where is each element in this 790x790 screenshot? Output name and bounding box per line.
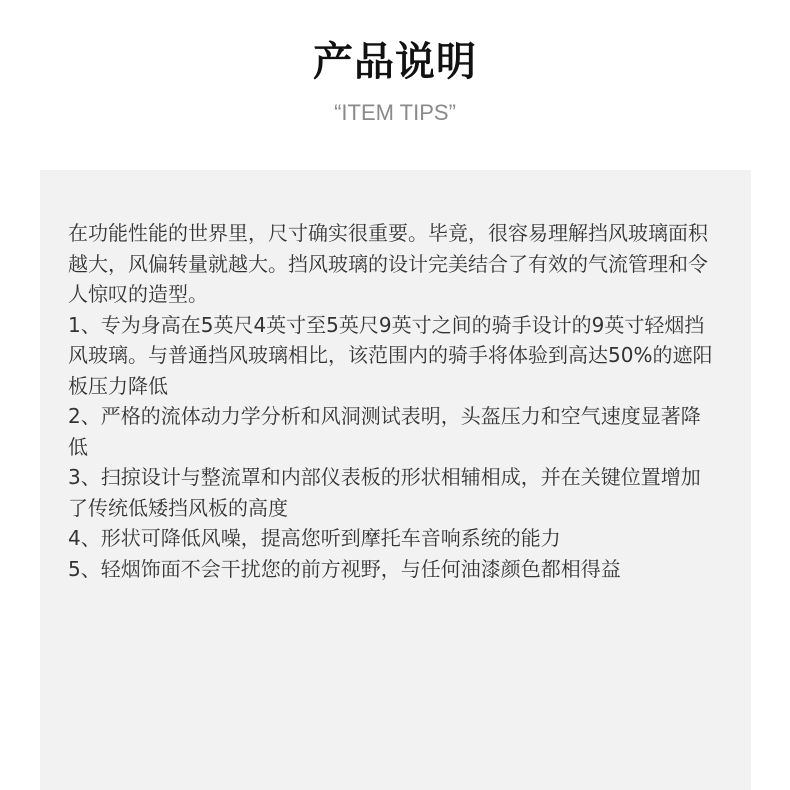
feature-item-2: 2、严格的流体动力学分析和风洞测试表明，头盔压力和空气速度显著降低	[68, 404, 701, 459]
feature-item-4: 4、形状可降低风噪，提高您听到摩托车音响系统的能力	[68, 526, 561, 550]
description-text	[68, 218, 718, 584]
page-subtitle: “ITEM TIPS”	[334, 100, 456, 125]
intro-paragraph: 在功能性能的世界里，尺寸确实很重要。毕竟，很容易理解挡风玻璃面积越大，风偏转量就越大。挡风玻璃的设计完美结合了有效的气流管理和令人惊叹的造型。	[68, 221, 708, 306]
feature-item-1: 1、专为身高在5英尺4英寸至5英尺9英寸之间的骑手设计的9英寸轻烟挡风玻璃。与普通挡风玻璃相比，该范围内的骑手将体验到高达50%的遮阳板压力降低	[68, 312, 713, 398]
page-title: 产品说明	[313, 39, 477, 85]
feature-item-3: 3、扫掠设计与整流罩和内部仪表板的形状相辅相成，并在关键位置增加了传统低矮挡风板的高度	[68, 465, 701, 520]
description-panel	[40, 170, 751, 790]
feature-item-5: 5、轻烟饰面不会干扰您的前方视野，与任何油漆颜色都相得益	[68, 556, 621, 581]
